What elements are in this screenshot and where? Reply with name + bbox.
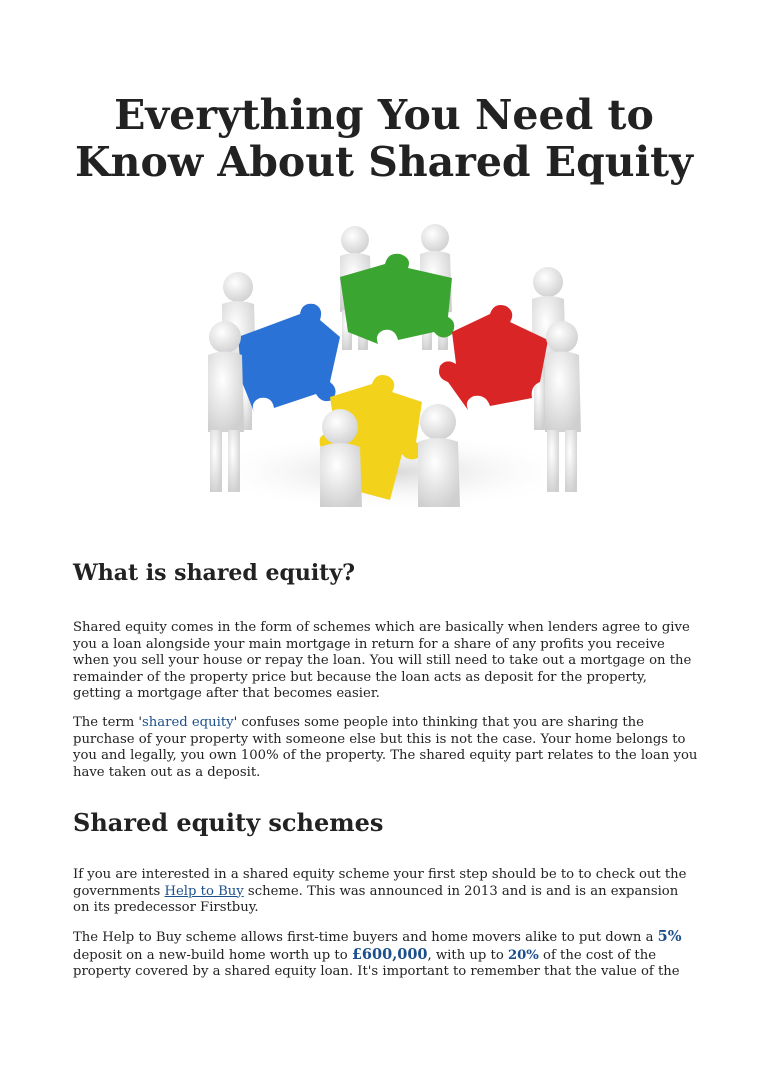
shared-equity-link[interactable]: shared equity bbox=[142, 715, 234, 730]
section-heading-schemes: Shared equity schemes bbox=[73, 808, 384, 837]
paragraph-term: The term 'shared equity' confuses some people into thinking that you are sharing the purchase of your property with someone else but this is not the case. Your home belongs to you and legally, you own 100% of the property. The shared equity part relates to the loan you have taken out as a deposit. bbox=[73, 715, 698, 780]
highlight-deposit-percent: 5% bbox=[657, 928, 682, 945]
paragraph-definition: Shared equity comes in the form of schemes which are basically when lenders agree to give you a loan alongside your main mortgage in return for a share of any profits you receive when you sell your house or repay the loan. You will still need to take out a mortgage on the remainder of the property price but because the loan acts as deposit for the property, getting a mortgage after that becomes easier. bbox=[73, 620, 692, 702]
section-heading-what-is: What is shared equity? bbox=[73, 560, 356, 586]
title-line-1: Everything You Need to bbox=[114, 91, 654, 139]
page-title bbox=[0, 92, 768, 186]
paragraph-help-to-buy: The Help to Buy scheme allows first-time buyers and home movers alike to put down a 5% deposit on a new-build home worth up to £600,000, with up to 20% of the cost of the property covered by a shared equity loan. It's important to remember that the value of the bbox=[73, 928, 682, 980]
puzzle-people-icon bbox=[190, 222, 590, 512]
highlight-home-value: £600,000 bbox=[351, 945, 428, 963]
red-puzzle-piece bbox=[439, 305, 548, 410]
figure-front-right bbox=[418, 404, 460, 507]
title-line-2: Know About Shared Equity bbox=[75, 138, 693, 186]
figure-front-left bbox=[320, 409, 362, 507]
paragraph-schemes: If you are interested in a shared equity scheme your first step should be to to check out the governments Help to Buy scheme. This was announced in 2013 and is and is an expansion on its predecessor Firstbuy. bbox=[73, 867, 687, 916]
help-to-buy-link[interactable]: Help to Buy bbox=[164, 883, 244, 899]
highlight-loan-percent: 20% bbox=[507, 947, 539, 963]
